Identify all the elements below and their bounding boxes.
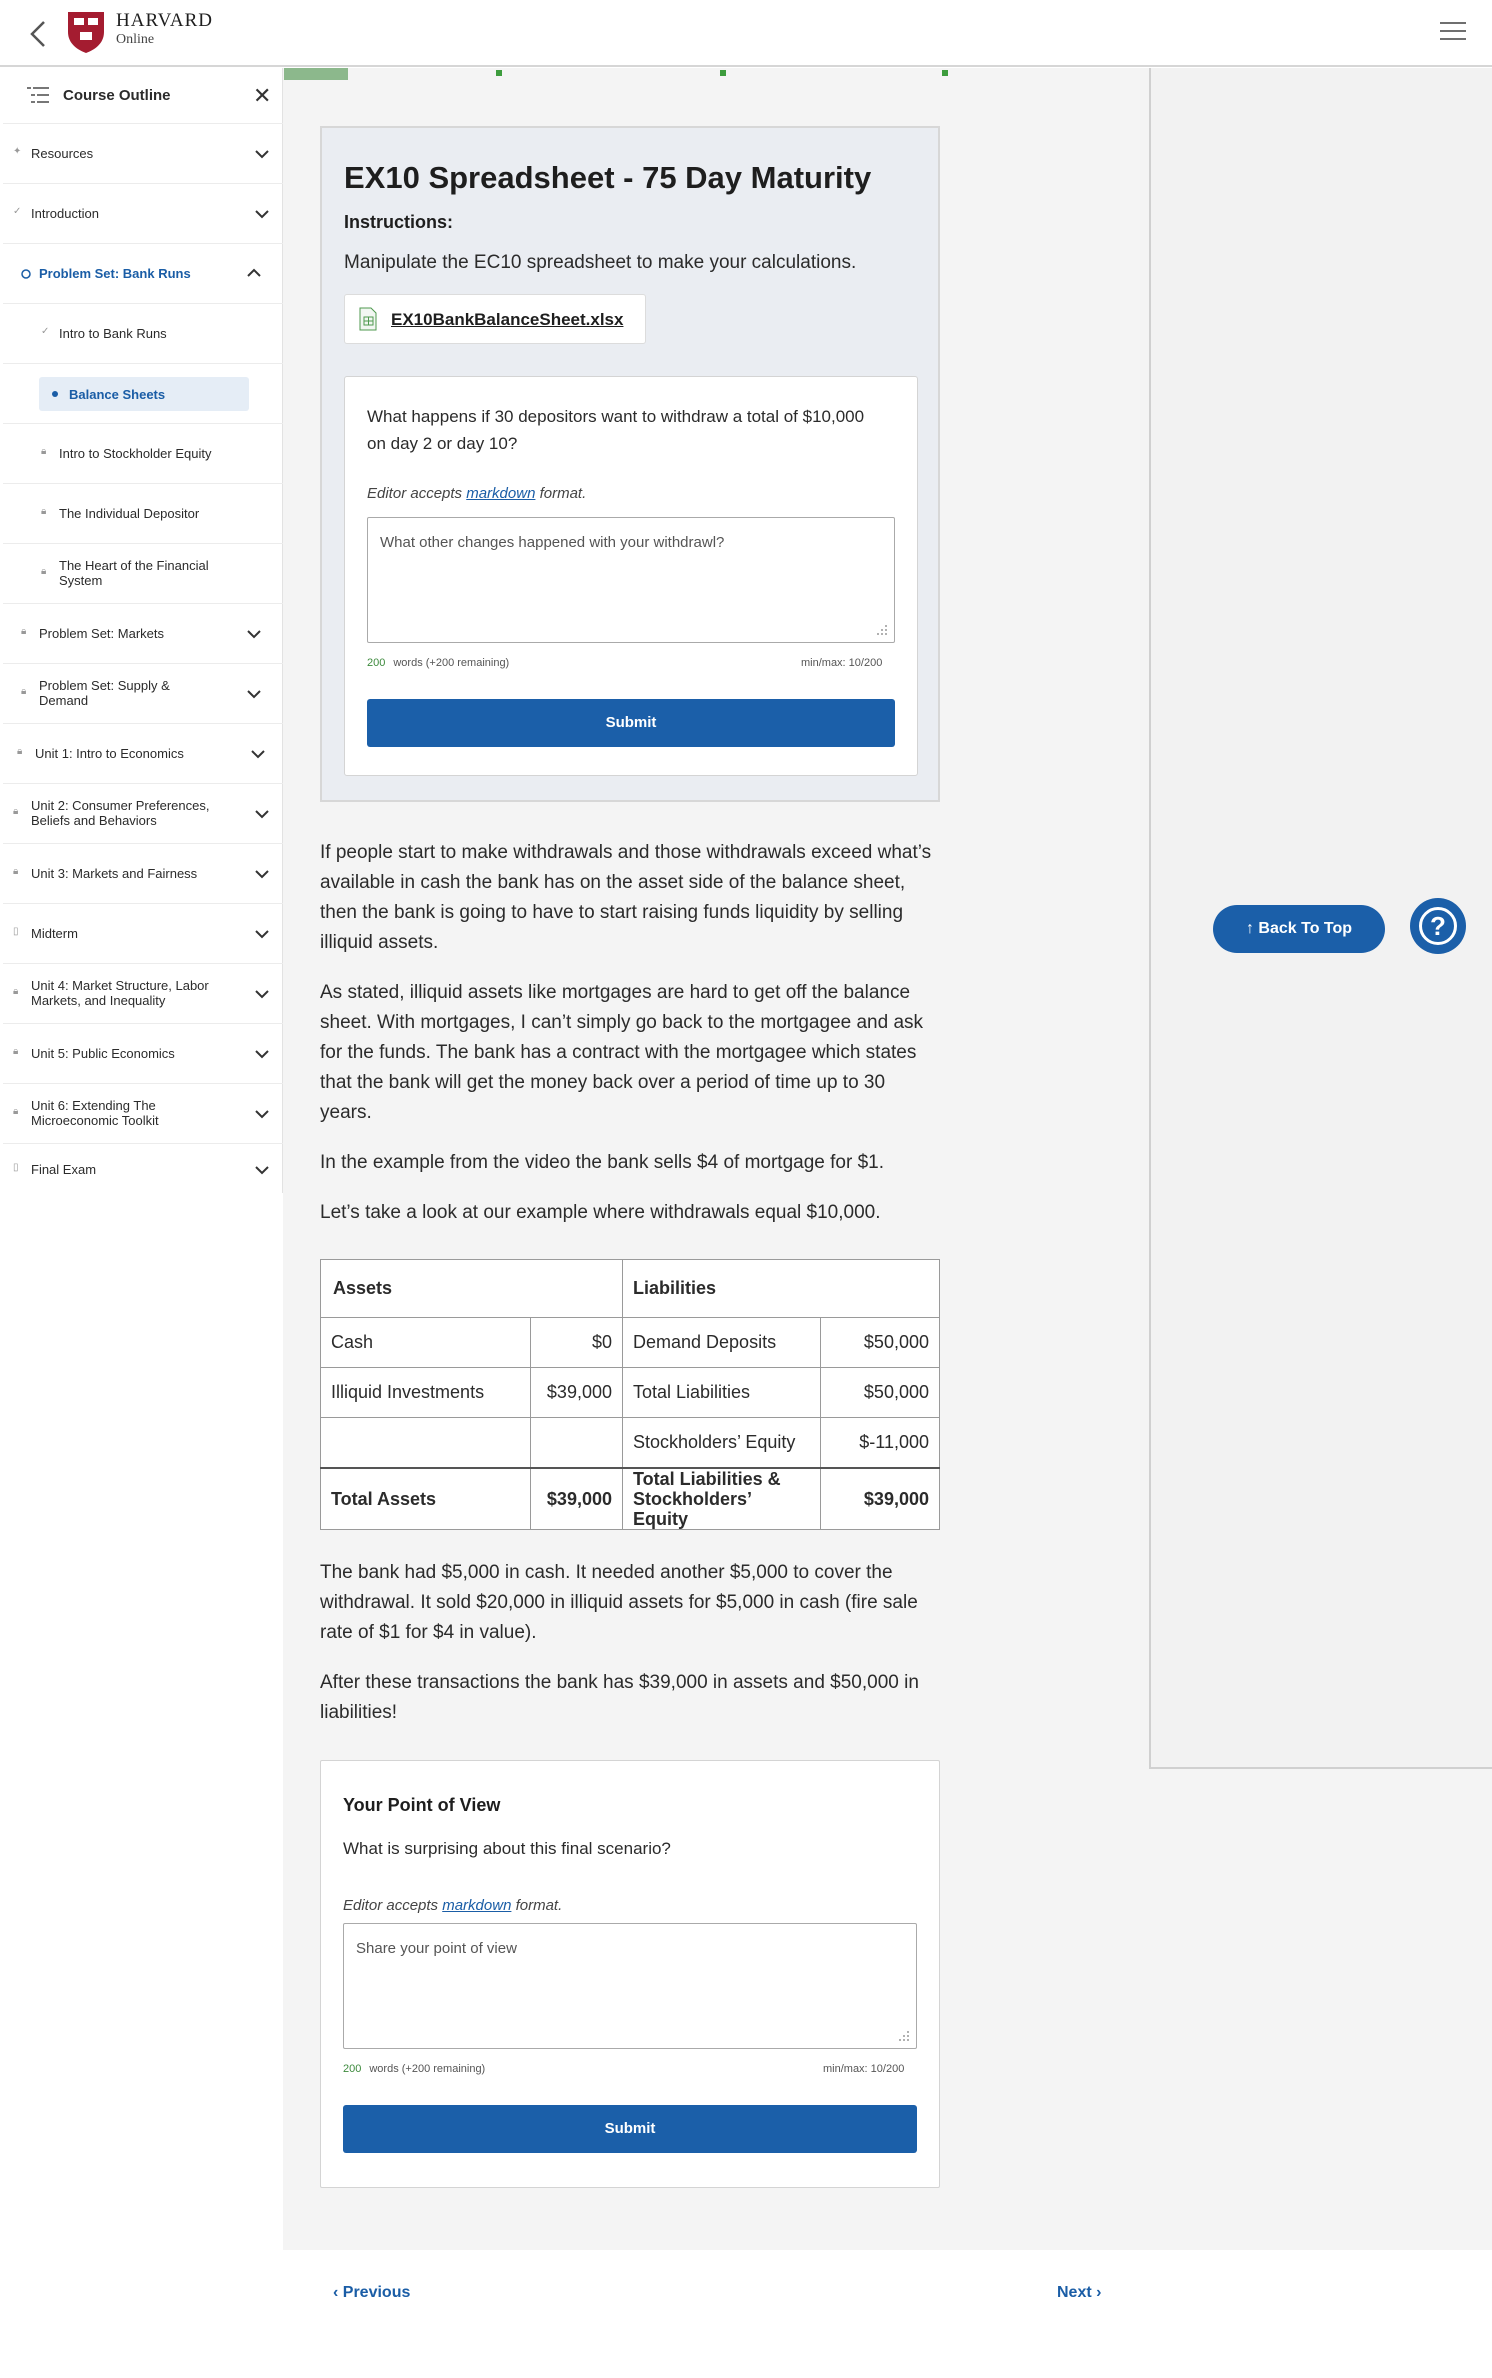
table-cell: $50,000 [821,1368,940,1418]
lock-icon: 🔒︎ [41,506,47,517]
check-icon: ✓ [13,206,22,217]
sidebar-item-label: Resources [31,146,94,161]
sidebar-item-unit-4[interactable] [3,964,283,1024]
chevron-down-icon[interactable] [255,149,269,159]
sidebar-subitem-balance-sheets[interactable] [39,377,249,411]
progress-marker [942,70,948,76]
next-link[interactable] [1057,2284,1101,2302]
table-cell: $-11,000 [821,1418,940,1468]
editor-note [343,1897,562,1914]
sidebar-item-label: Problem Set: Supply & Demand [39,678,170,708]
table-row [321,1418,940,1468]
sidebar-item-label: Unit 4: Market Structure, Labor Markets, and Inequality [31,978,209,1008]
table-row [321,1368,940,1418]
editor-note-prefix: Editor accepts [367,485,467,502]
lock-icon: 🔒︎ [41,566,47,577]
hamburger-menu-icon[interactable] [1440,22,1466,44]
sidebar-item-label: Introduction [31,206,99,221]
current-dot-icon [52,391,58,397]
sidebar-subitem-label: Balance Sheets [69,387,166,402]
harvard-shield-icon [66,10,106,54]
point-of-view-card [320,1760,940,2188]
table-cell: $50,000 [821,1318,940,1368]
submit-button[interactable]: Submit [343,2105,917,2153]
chevron-down-icon[interactable] [247,689,261,699]
table-header-liabilities: Liabilities [623,1260,940,1318]
table-header-row [321,1260,940,1318]
sidebar-item-label: Unit 1: Intro to Economics [35,746,184,761]
back-arrow-icon[interactable] [26,18,50,50]
progress-marker [720,70,726,76]
spreadsheet-file-name: EX10BankBalanceSheet.xlsx [391,310,624,329]
table-cell: Stockholders’ Equity [623,1418,821,1468]
chevron-left-icon: ‹ [333,2284,343,2301]
logo-subtitle: Online [116,32,155,47]
instructions-label: Instructions: [344,212,454,232]
balance-sheet-table [320,1259,940,1530]
sidebar-item-resources[interactable] [3,124,283,184]
sidebar-item-unit-3[interactable] [3,844,283,904]
table-cell: Total Liabilities [623,1368,821,1418]
lock-icon: 🔒︎ [13,866,19,877]
table-cell: $39,000 [531,1468,623,1530]
next-label: Next [1057,2284,1092,2301]
table-cell: Total Assets [321,1468,531,1530]
body-paragraph: As stated, illiquid assets like mortgages are hard to get off the balance sheet. With mortgages, I can’t simply go back to the mortgagee and ask for the funds. The bank has a contract with the mortgagee which states that the bank will get the money back over a period of time up to 30 years. [320,982,924,1123]
lock-icon: 🔒︎ [13,986,19,997]
chevron-down-icon[interactable] [255,869,269,879]
body-paragraph: If people start to make withdrawals and those withdrawals exceed what’s available in cash the bank has on the asset side of the balance sheet, then the bank is going to have to start raising funds liquidity by selling illiquid assets. [320,842,932,953]
lock-icon: 🔒︎ [21,686,27,697]
word-counter [343,2063,485,2075]
lock-icon: 🔒︎ [17,746,23,757]
harvard-online-logo[interactable] [66,10,236,56]
sidebar-item-label: Problem Set: Markets [39,626,164,641]
chevron-down-icon[interactable] [255,1109,269,1119]
sidebar-subitem-individual-depositor[interactable] [3,484,283,544]
sidebar-item-label: Unit 6: Extending The Microeconomic Toolkit [31,1098,159,1128]
editor-note-suffix: format. [511,1897,563,1914]
lock-icon: 🔒︎ [13,1106,19,1117]
editor-note-suffix: format. [535,485,587,502]
table-cell: $0 [531,1318,623,1368]
chevron-down-icon[interactable] [251,749,265,759]
resize-grip-icon[interactable] [876,624,888,636]
table-cell: $39,000 [531,1368,623,1418]
document-icon: ▯ [13,926,19,937]
top-header [0,0,1492,67]
logo-wordmark: HARVARD [116,10,213,31]
submit-button[interactable]: Submit [367,699,895,747]
body-paragraph: The bank had $5,000 in cash. It needed another $5,000 to cover the withdrawal. It sold $20,000 in illiquid assets for $5,000 in cash (fire sale rate of $1 for $4 in value). [320,1562,918,1643]
point-of-view-title: Your Point of View [343,1795,501,1815]
sidebar-subitem-heart-of-financial-system[interactable] [3,544,283,604]
textarea-placeholder: Share your point of view [356,1940,517,1957]
progress-indicator [284,68,348,80]
table-cell: $39,000 [821,1468,940,1530]
sidebar-item-label: Unit 3: Markets and Fairness [31,866,198,881]
table-cell: Total Liabilities & Stockholders’ Equity [623,1468,821,1530]
document-icon: ▯ [13,1162,19,1173]
sidebar-item-label: Unit 5: Public Economics [31,1046,175,1061]
chevron-down-icon[interactable] [255,1165,269,1175]
sidebar-item-problem-set-supply-demand[interactable] [3,664,283,724]
sidebar-subitem-label: Intro to Bank Runs [59,326,167,341]
lock-icon: 🔒︎ [13,806,19,817]
words-remaining: words (+200 remaining) [369,2063,486,2075]
body-paragraph: After these transactions the bank has $39,000 in assets and $50,000 in liabilities! [320,1672,919,1723]
exercise-title: EX10 Spreadsheet - 75 Day Maturity [344,160,872,195]
progress-marker [496,70,502,76]
sidebar-subitem-label: The Individual Depositor [59,506,200,521]
sidebar-item-label: Problem Set: Bank Runs [39,266,191,281]
editor-note [367,485,586,502]
chevron-up-icon[interactable] [247,268,261,278]
table-cell [321,1418,531,1468]
word-counter [367,657,509,669]
help-button[interactable] [1410,898,1466,954]
sidebar-item-final-exam[interactable] [3,1144,283,1194]
back-to-top-label: Back To Top [1258,920,1353,937]
lock-icon: 🔒︎ [13,1046,19,1057]
check-icon: ✓ [41,326,50,337]
sidebar-item-unit-2[interactable] [3,784,283,844]
table-header-assets: Assets [321,1260,623,1318]
markdown-link[interactable]: markdown [466,485,536,502]
previous-label: Previous [342,2284,411,2301]
pin-icon: ✦ [13,146,22,157]
question-text: What happens if 30 depositors want to withdraw a total of $10,000 on day 2 or day 10? [367,407,865,453]
sidebar-item-unit-6[interactable] [3,1084,283,1144]
min-max-label: min/max: 10/200 [823,2063,905,2075]
editor-note-prefix: Editor accepts [343,1897,443,1914]
outline-list-icon [27,86,49,104]
chevron-right-icon: › [1091,2284,1102,2301]
sidebar-item-problem-set-bank-runs[interactable] [3,244,283,304]
sidebar-item-label: Unit 2: Consumer Preferences, Beliefs and Behaviors [31,798,210,828]
chevron-down-icon[interactable] [255,209,269,219]
arrow-up-icon: ↑ [1245,920,1259,937]
table-cell: Cash [321,1318,531,1368]
sidebar-subitem-label: The Heart of the Financial System [59,558,209,588]
table-cell: Demand Deposits [623,1318,821,1368]
close-icon[interactable]: ✕ [253,83,272,108]
question-mark-icon: ? [1419,907,1457,945]
chevron-down-icon[interactable] [247,629,261,639]
markdown-link[interactable]: markdown [442,1897,512,1914]
sidebar-subitem-intro-to-bank-runs[interactable] [3,304,283,364]
chevron-down-icon[interactable] [255,1049,269,1059]
chevron-down-icon[interactable] [255,809,269,819]
spreadsheet-exercise-card [320,126,940,802]
withdrawal-answer-textarea[interactable] [367,517,895,643]
sidebar-item-label: Midterm [31,926,78,941]
point-of-view-question: What is surprising about this final scenario? [343,1839,671,1858]
words-remaining: words (+200 remaining) [393,657,510,669]
sidebar-item-introduction[interactable] [3,184,283,244]
body-paragraph: Let’s take a look at our example where withdrawals equal $10,000. [320,1202,881,1223]
lock-icon: 🔒︎ [21,626,27,637]
body-paragraph: In the example from the video the bank sells $4 of mortgage for $1. [320,1152,884,1173]
sidebar-item-label: Final Exam [31,1162,97,1177]
sidebar-subitem-balance-sheets-row [3,364,283,424]
textarea-placeholder: What other changes happened with your withdrawl? [380,534,725,551]
spreadsheet-download-link[interactable] [344,294,646,344]
word-count: 200 [343,2063,362,2075]
resize-grip-icon[interactable] [898,2030,910,2042]
chevron-down-icon[interactable] [255,929,269,939]
in-progress-circle-icon [21,269,31,279]
course-outline-header [3,68,283,124]
sidebar-subitem-intro-to-stockholder-equity[interactable] [3,424,283,484]
instructions-text: Manipulate the EC10 spreadsheet to make your calculations. [344,252,857,273]
sidebar-item-unit-1[interactable] [3,724,283,784]
table-cell: Illiquid Investments [321,1368,531,1418]
previous-link[interactable] [333,2284,410,2302]
course-outline-title: Course Outline [63,87,171,104]
sidebar-item-problem-set-markets[interactable] [3,604,283,664]
sidebar-item-unit-5[interactable] [3,1024,283,1084]
table-cell [531,1418,623,1468]
point-of-view-textarea[interactable] [343,1923,917,2049]
chevron-down-icon[interactable] [255,989,269,999]
lock-icon: 🔒︎ [41,446,47,457]
question-box [344,376,918,776]
course-outline-sidebar [3,68,283,1193]
table-row [321,1318,940,1368]
back-to-top-button[interactable] [1213,905,1385,953]
spreadsheet-file-icon [359,307,377,331]
sidebar-item-midterm[interactable] [3,904,283,964]
sidebar-subitem-label: Intro to Stockholder Equity [59,446,212,461]
table-total-row [321,1468,940,1530]
word-count: 200 [367,657,386,669]
min-max-label: min/max: 10/200 [801,657,883,669]
